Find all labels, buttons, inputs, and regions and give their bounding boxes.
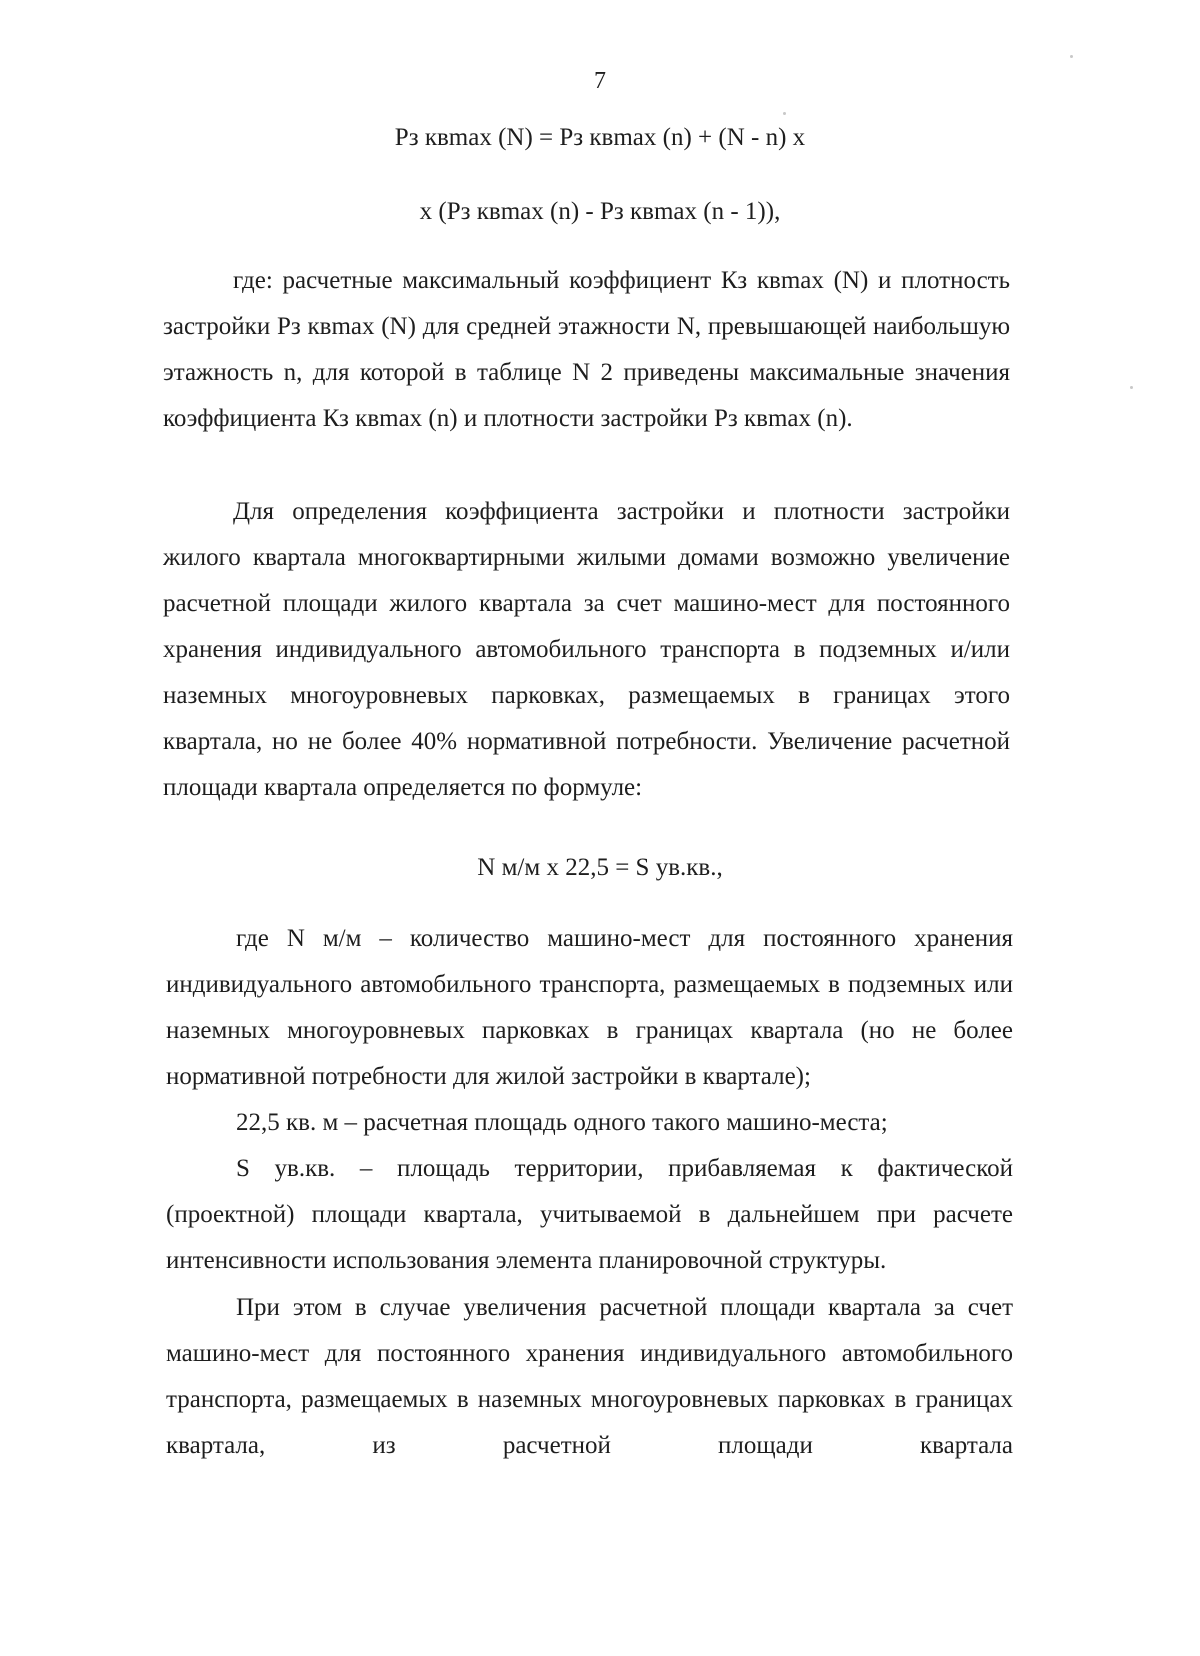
paragraph-definition-suv: S ув.кв. – площадь территории, прибавляемая к фактической (проектной) площади квартала, учитываемой в дальнейшем при расчете интенсивности использования элемента планировочной структуры. — [166, 1155, 1013, 1274]
scan-speck — [783, 112, 786, 115]
paragraph-parking-increase: Для определения коэффициента застройки и плотности застройки жилого квартала многоквартирными жилыми домами возможно увеличение расчетной площади жилого квартала за счет машино-мест для постоянного хранения индивидуального автомобильного транспорта в подземных и/или наземных многоуровневых парковках, размещаемых в границах этого квартала, но не более 40% нормативной потребности. Увеличение расчетной площади квартала определяется по формуле: — [163, 498, 1010, 801]
paragraph-definition-area: 22,5 кв. м – расчетная площадь одного такого машино-места; — [236, 1109, 888, 1136]
page-number: 7 — [594, 68, 606, 94]
formula-parking-area: N м/м x 22,5 = S ув.кв., — [477, 854, 723, 881]
paragraph-definition-nmm: где N м/м – количество машино-мест для постоянного хранения индивидуального автомобильного транспорта, размещаемых в подземных или наземных многоуровневых парковках в границах квартала (но не более нормативной потребности для жилой застройки в квартале); — [166, 925, 1013, 1090]
formula-line-2: x (Рз квmax (n) - Рз квmax (n - 1)), — [419, 198, 781, 225]
formula-line-1: Рз квmax (N) = Рз квmax (n) + (N - n) x — [394, 124, 806, 151]
paragraph-definitions-1: где: расчетные максимальный коэффициент Кз квmax (N) и плотность застройки Рз квmax (N) для средней этажности N, превышающей наибольшую этажность n, для которой в таблице N 2 приведены максимальные значения коэффициента Кз квmax (n) и плотности застройки Рз квmax (n). — [163, 267, 1010, 432]
scan-speck — [1130, 386, 1133, 389]
paragraph-ground-parking: При этом в случае увеличения расчетной площади квартала за счет машино-мест для постоянного хранения индивидуального автомобильного транспорта, размещаемых в наземных многоуровневых парковках в границах квартала, из расчетной площади квартала — [166, 1294, 1013, 1459]
scan-speck — [1070, 55, 1073, 58]
